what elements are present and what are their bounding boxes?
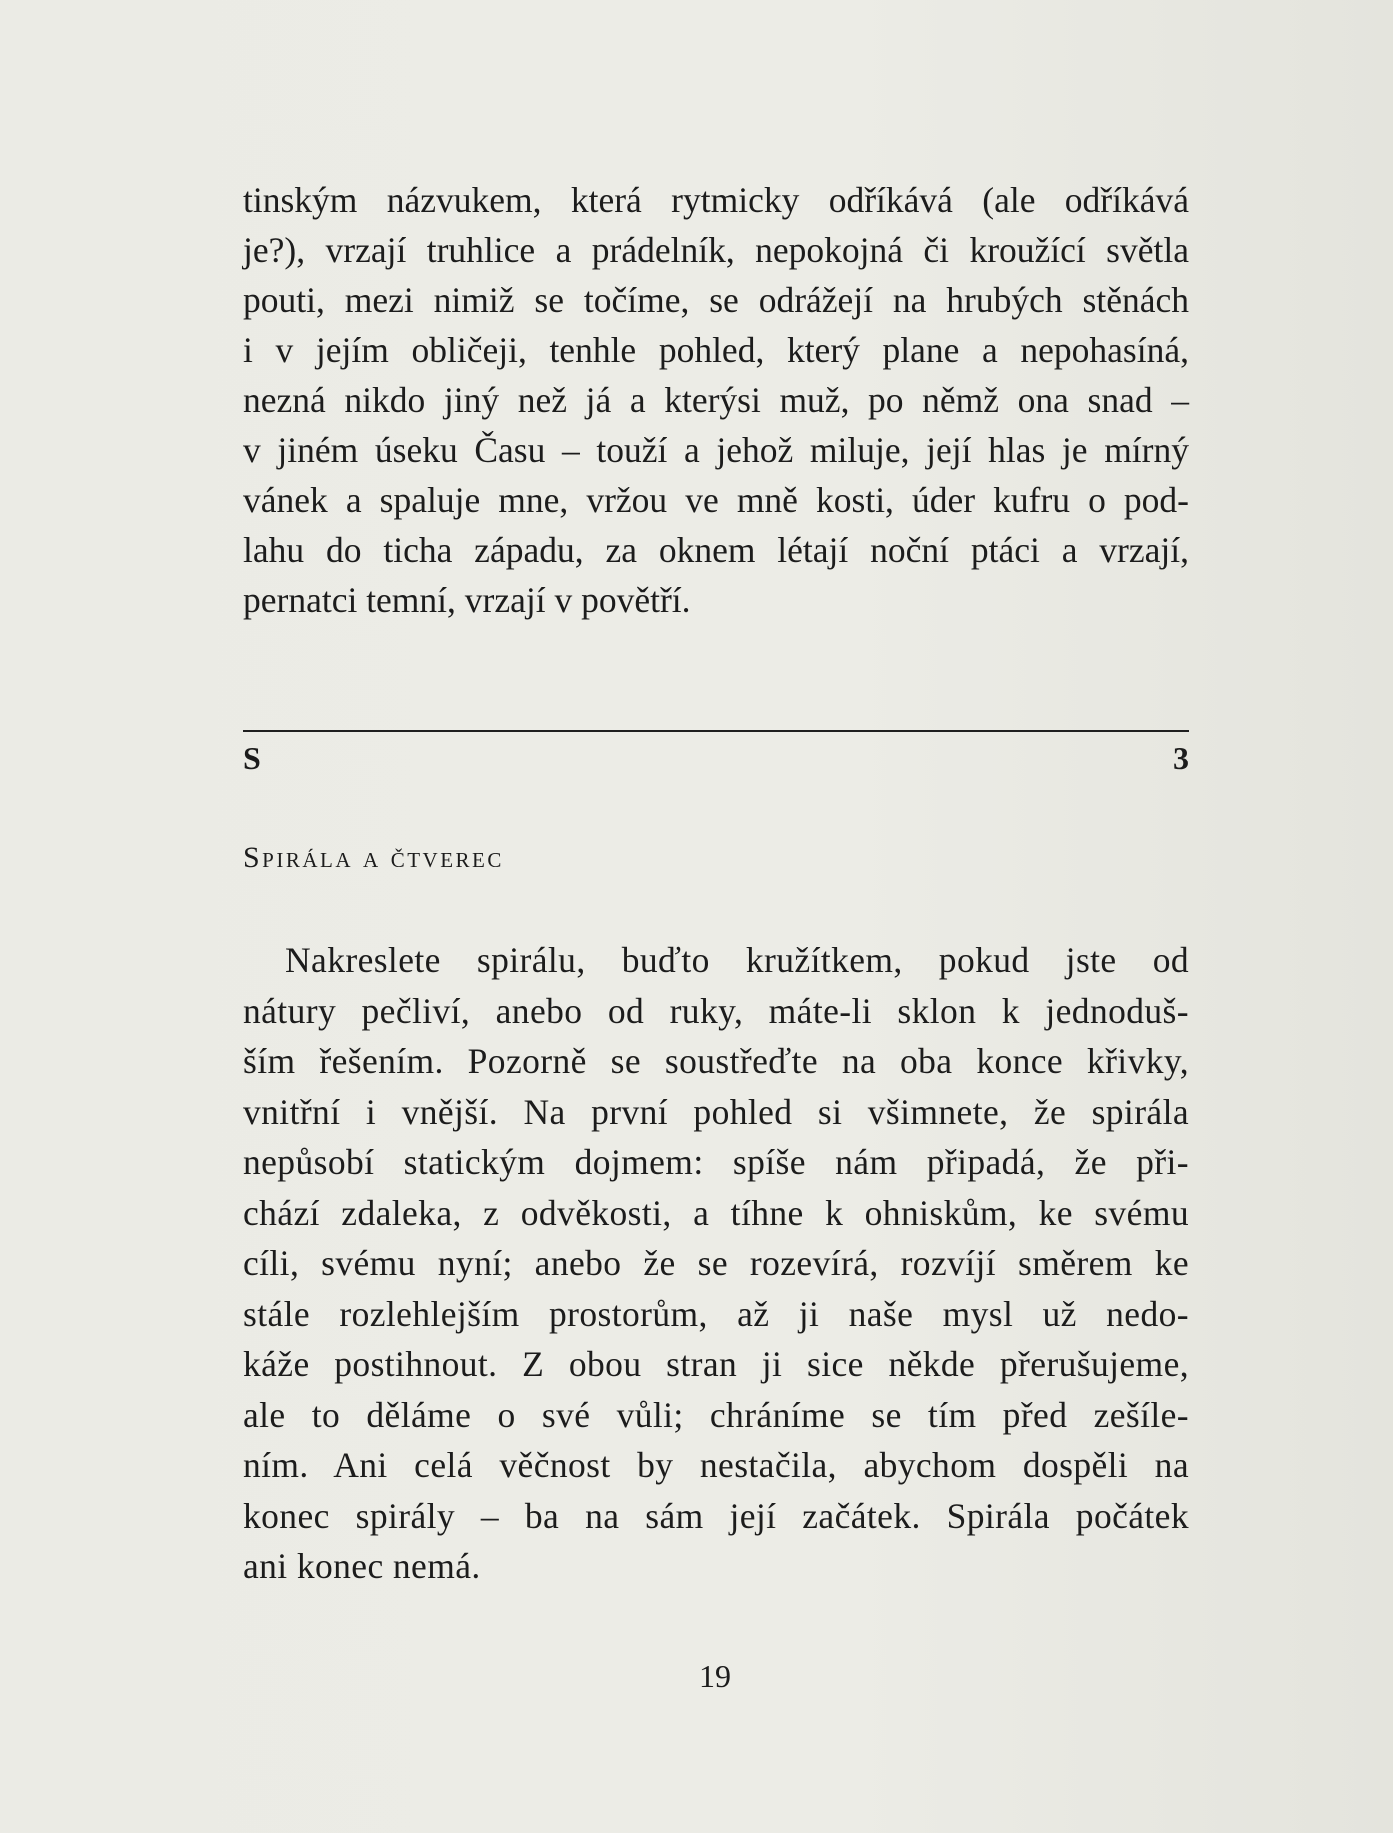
text-line: nepůsobí statickým dojmem: spíše nám připadá, že při- [243, 1142, 1189, 1182]
text-line: vnitřní i vnější. Na první pohled si všimnete, že spirála [243, 1091, 1189, 1132]
text-line: pernatci temní, vrzají v povětří. [243, 580, 691, 620]
spiral-paragraph [243, 935, 1189, 1592]
text-line: chází zdaleka, z odvěkosti, a tíhne k ohniskům, ke svému [243, 1192, 1189, 1233]
section-number: 3 [1173, 740, 1189, 776]
text-line: tinským názvukem, která rytmicky odříkává (ale odříkává [243, 180, 1189, 220]
text-line: ším řešením. Pozorně se soustřeďte na oba konce křivky, [243, 1041, 1189, 1081]
text-line: ním. Ani celá věčnost by nestačila, abychom dospěli na [243, 1445, 1189, 1485]
text-line: pouti, mezi nimiž se točíme, se odrážejí na hrubých stěnách [243, 280, 1189, 320]
text-line: Nakreslete spirálu, buďto kružítkem, pokud jste od [285, 940, 1189, 980]
text-line: je?), vrzají truhlice a prádelník, nepokojná či kroužící světla [243, 230, 1189, 270]
section-title: Spirála a čtverec [243, 841, 504, 874]
text-line: ani konec nemá. [243, 1546, 481, 1586]
section-letter: S [243, 740, 261, 776]
text-line: konec spirály – ba na sám její začátek. Spirála počátek [243, 1495, 1189, 1536]
text-line: nátury pečliví, anebo od ruky, máte-li sklon k jednoduš- [243, 990, 1189, 1031]
text-line: ale to děláme o své vůli; chráníme se tím před zešíle- [243, 1394, 1189, 1435]
text-line: cíli, svému nyní; anebo že se rozevírá, rozvíjí směrem ke [243, 1243, 1189, 1283]
page-number: 19 [699, 1658, 731, 1694]
text-line: i v jejím obličeji, tenhle pohled, který plane a nepohasíná, [243, 330, 1189, 370]
text-line: vánek a spaluje mne, vržou ve mně kosti, úder kufru o pod- [243, 480, 1189, 520]
text-line: v jiném úseku Času – touží a jehož miluje, její hlas je mírný [243, 430, 1189, 470]
text-line: lahu do ticha západu, za oknem létají noční ptáci a vrzají, [243, 530, 1189, 570]
text-line: nezná nikdo jiný než já a kterýsi muž, po němž ona snad – [243, 380, 1189, 420]
section-divider [243, 730, 1189, 732]
text-line: stále rozlehlejším prostorům, až ji naše mysl už nedo- [243, 1293, 1189, 1334]
continued-paragraph [243, 175, 1189, 625]
text-line: káže postihnout. Z obou stran ji sice někde přerušujeme, [243, 1344, 1189, 1384]
section-marker-row [243, 736, 1189, 780]
